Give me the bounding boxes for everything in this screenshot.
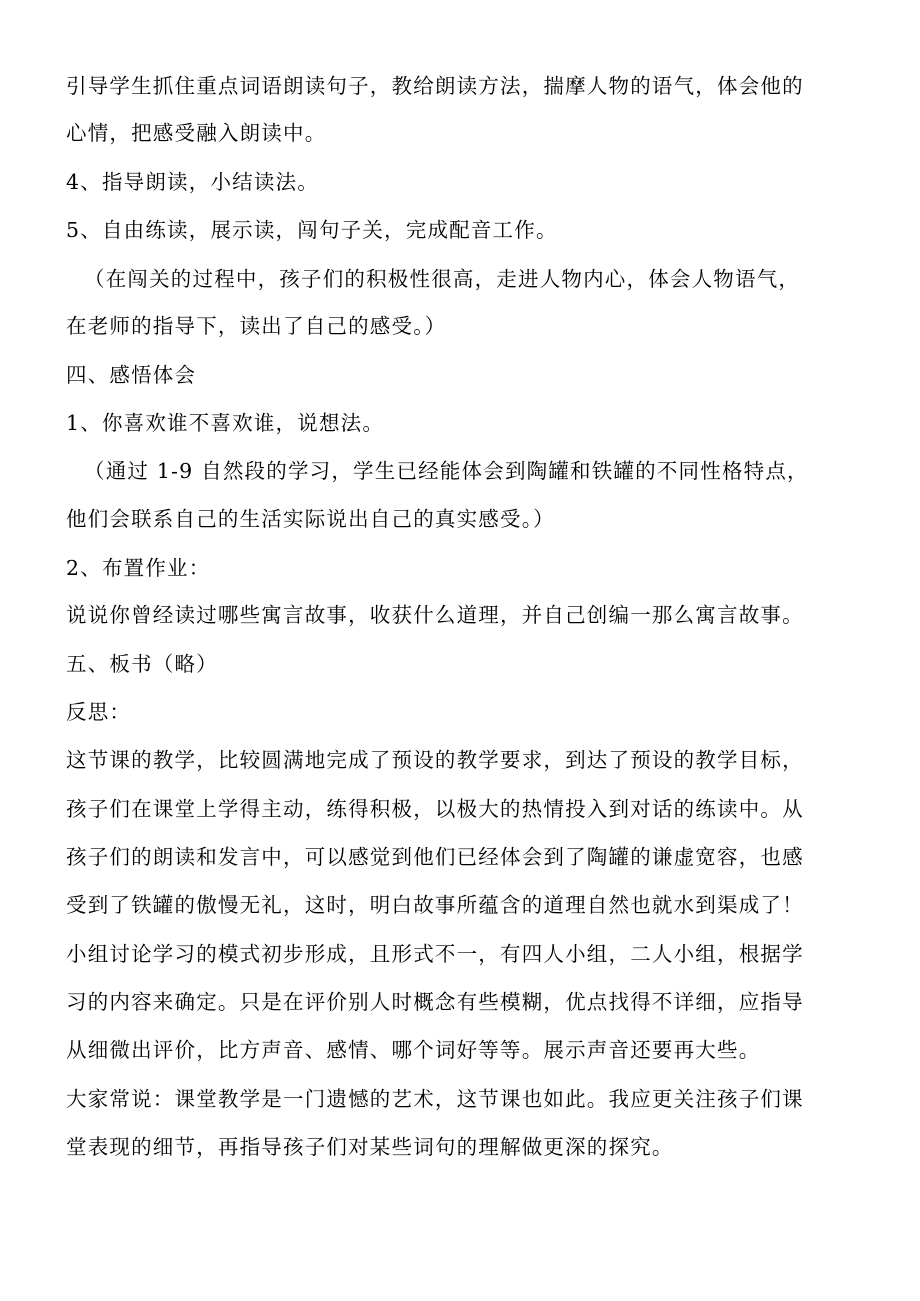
text-line: 引导学生抓住重点词语朗读句子，教给朗读方法，揣摩人物的语气，体会他的: [66, 74, 804, 98]
section-heading: 五、板书（略）: [66, 652, 218, 676]
text-line: （在闯关的过程中，孩子们的积极性很高，走进人物内心，体会人物语气，: [84, 267, 801, 291]
section-heading: 反思：: [66, 700, 132, 724]
text-line: 孩子们的朗读和发言中，可以感觉到他们已经体会到了陶罐的谦虚宽容，也感: [66, 845, 804, 869]
text-line: 小组讨论学习的模式初步形成，且形式不一，有四人小组，二人小组，根据学: [66, 942, 804, 966]
text-line: 习的内容来确定。只是在评价别人时概念有些模糊，优点找得不详细，应指导: [66, 990, 804, 1014]
section-heading: 四、感悟体会: [66, 363, 197, 387]
text-line: 心情，把感受融入朗读中。: [66, 121, 327, 145]
text-line: 说说你曾经读过哪些寓言故事，收获什么道理，并自己创编一那么寓言故事。: [66, 603, 804, 627]
text-line: 受到了铁罐的傲慢无礼，这时，明白故事所蕴含的道理自然也就水到渠成了！: [66, 893, 804, 917]
text-line: 1、你喜欢谁不喜欢谁，说想法。: [66, 411, 385, 435]
text-line: 堂表现的细节，再指导孩子们对某些词句的理解做更深的探究。: [66, 1135, 674, 1159]
text-line: 他们会联系自己的生活实际说出自己的真实感受。）: [66, 507, 555, 531]
text-line: 4、指导朗读，小结读法。: [66, 170, 319, 194]
text-line: 从细微出评价，比方声音、感情、哪个词好等等。展示声音还要再大些。: [66, 1038, 761, 1062]
text-line: 这节课的教学，比较圆满地完成了预设的教学要求，到达了预设的教学目标，: [66, 748, 804, 772]
text-line: 2、布置作业：: [66, 556, 211, 580]
text-line: 大家常说：课堂教学是一门遗憾的艺术，这节课也如此。我应更关注孩子们课: [66, 1087, 804, 1111]
text-line: 在老师的指导下，读出了自己的感受。）: [66, 314, 447, 338]
text-line: （通过 1-9 自然段的学习，学生已经能体会到陶罐和铁罐的不同性格特点，: [84, 459, 809, 483]
text-line: 5、自由练读，展示读，闯句子关，完成配音工作。: [66, 218, 558, 242]
text-line: 孩子们在课堂上学得主动，练得积极，以极大的热情投入到对话的练读中。从: [66, 797, 804, 821]
